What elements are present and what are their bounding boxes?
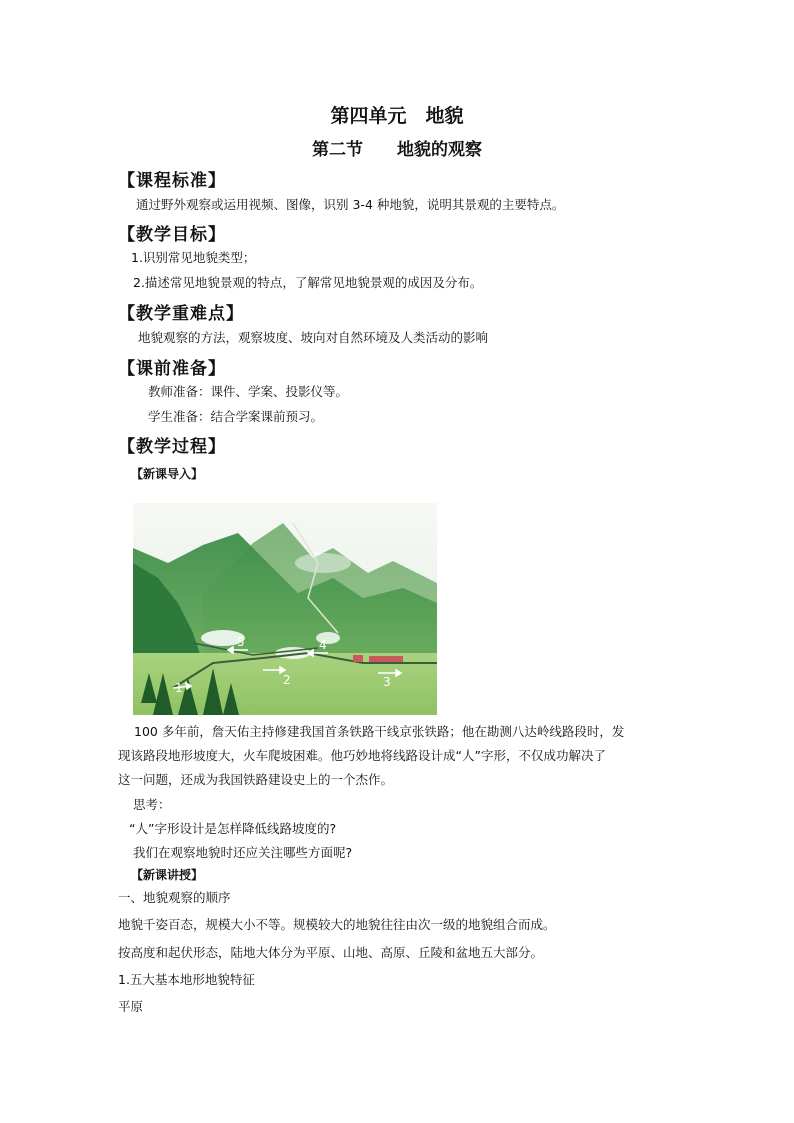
railway-mountain-illustration <box>133 503 437 715</box>
intro-paragraph-line-2: 现该路段地形坡度大，火车爬坡困难。他巧妙地将线路设计成“人”字形，不仅成功解决了 <box>118 748 606 763</box>
arrow-label-5: 5 <box>237 635 245 649</box>
student-prep: 学生准备：结合学案课前预习。 <box>148 409 324 424</box>
arrow-label-4: 4 <box>319 638 327 652</box>
objective-item-2: 2.描述常见地貌景观的特点，了解常见地貌景观的成因及分布。 <box>133 275 483 290</box>
think-question-2: 我们在观察地貌时还应关注哪些方面呢? <box>133 845 353 860</box>
heading-preparation: 【课前准备】 <box>118 359 226 379</box>
heading-course-standard: 【课程标准】 <box>118 171 226 191</box>
heading-objectives: 【教学目标】 <box>118 225 226 245</box>
keypoints-text: 地貌观察的方法，观察坡度、坡向对自然环境及人类活动的影响 <box>138 330 489 345</box>
heading-keypoints: 【教学重难点】 <box>118 304 244 324</box>
teacher-prep: 教师准备：课件、学案、投影仪等。 <box>148 384 349 399</box>
intro-paragraph-line-1: 100 多年前，詹天佑主持修建我国首条铁路干线京张铁路；他在勘测八达岭线路段时，发 <box>134 724 625 739</box>
item-1-heading: 1.五大基本地形地貌特征 <box>118 972 255 987</box>
arrow-label-1: 1 <box>175 681 183 695</box>
arrow-label-3: 3 <box>383 675 391 689</box>
plain-label: 平原 <box>118 999 144 1014</box>
course-standard-text: 通过野外观察或运用视频、图像，识别 3-4 种地貌，说明其景观的主要特点。 <box>136 197 565 212</box>
intro-label: 【新课导入】 <box>131 467 204 481</box>
part1-heading: 一、地貌观察的顺序 <box>118 890 231 905</box>
lecture-label: 【新课讲授】 <box>131 868 204 882</box>
think-label: 思考： <box>133 797 171 812</box>
section-subtitle: 第二节 地貌的观察 <box>312 140 482 160</box>
part1-paragraph-2: 按高度和起伏形态，陆地大体分为平原、山地、高原、丘陵和盆地五大部分。 <box>118 945 544 960</box>
intro-paragraph-line-3: 这一问题，还成为我国铁路建设史上的一个杰作。 <box>118 772 394 787</box>
part1-paragraph-1: 地貌千姿百态，规模大小不等。规模较大的地貌往往由次一级的地貌组合而成。 <box>118 917 556 932</box>
objective-item-1: 1.识别常见地貌类型； <box>131 250 256 265</box>
arrow-label-2: 2 <box>283 673 291 687</box>
think-question-1: “人”字形设计是怎样降低线路坡度的? <box>129 821 337 836</box>
heading-process: 【教学过程】 <box>118 437 226 457</box>
page-title: 第四单元 地貌 <box>330 105 464 127</box>
